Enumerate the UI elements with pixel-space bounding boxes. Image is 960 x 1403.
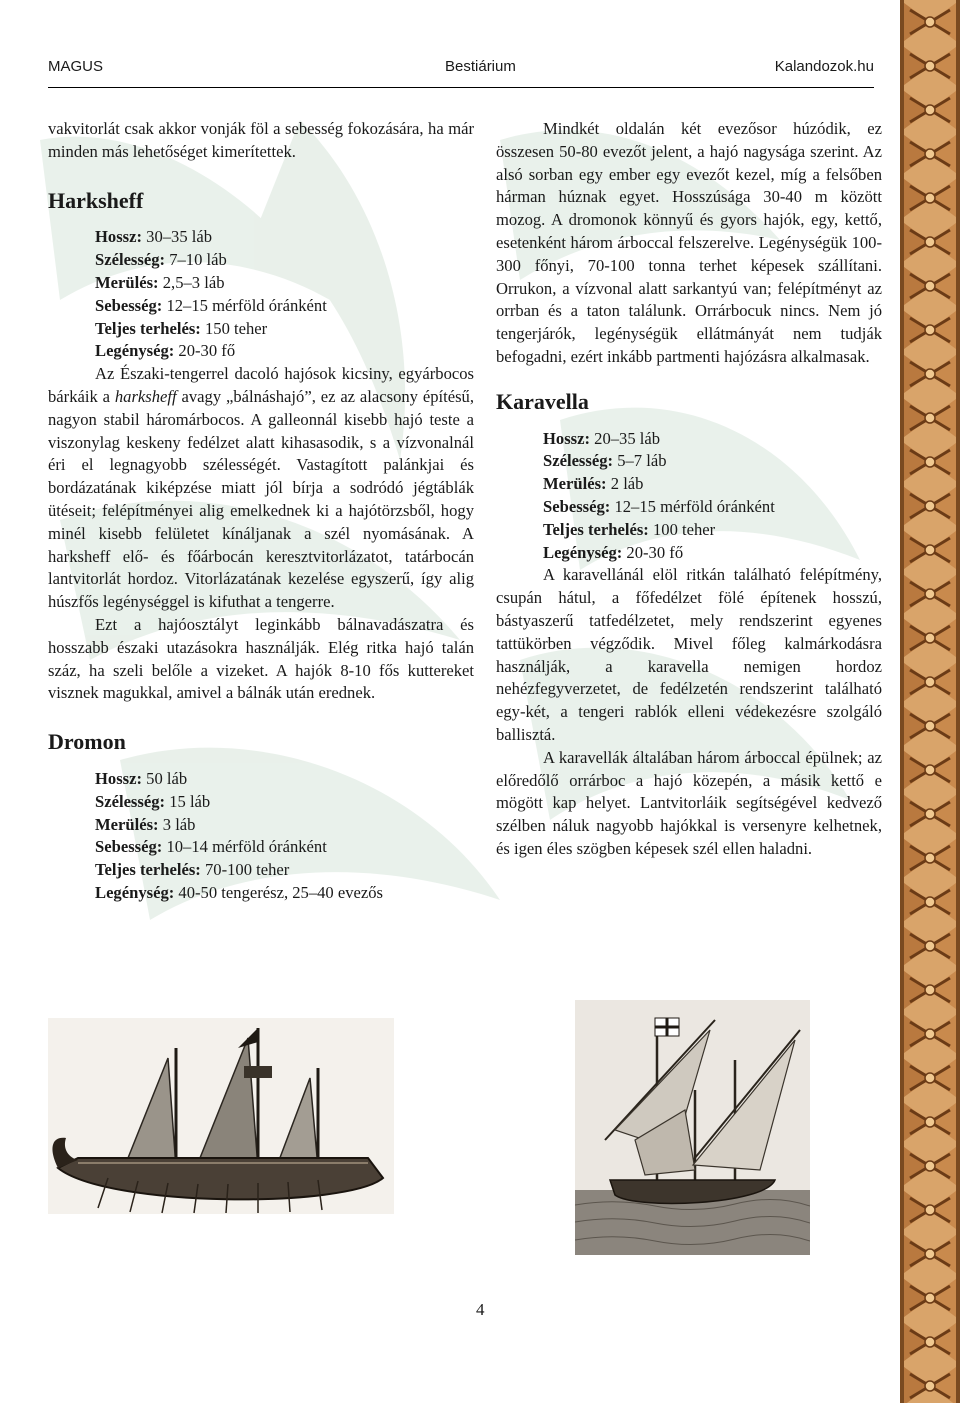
stat-row: Merülés: 2 láb <box>543 474 644 494</box>
right-column <box>496 118 882 861</box>
dromon-ship-illustration <box>48 1018 394 1214</box>
intro-paragraph: vakvitorlát csak akkor vonják föl a sebesség fokozására, ha már minden más lehetőséget kimerítettek. <box>48 119 474 161</box>
stat-row: Teljes terhelés: 150 teher <box>95 318 268 338</box>
harksheff-paragraph-2: Ezt a hajóosztályt leginkább bálnavadászatra és hosszabb északi utazásokra használják. Elég ritka hajó talán száz, ha szeli belőle a vizeket. A hajók 8-10 fős kuttereket visznek magukkal, amivel a bálnák után erednek. <box>48 614 474 703</box>
harksheff-stats <box>48 226 474 363</box>
header-rule <box>48 87 874 88</box>
karavella-paragraph-2: A karavellák általában három árboccal épülnek; az előredőlő orrárboc a hajó közepén, a másik kettő e mögött kap helyet. Lantvitorláik segítségével kedvező szélben náluk nagyobb hajókkal is versenyre kelhetnek, és igen éles szögben képesek szél ellen haladni. <box>496 747 882 858</box>
karavella-ship-illustration <box>575 1000 810 1255</box>
stat-row: Legénység: 40-50 tengerész, 25–40 evezős <box>95 882 384 902</box>
stat-row: Legénység: 20-30 fő <box>543 542 684 562</box>
stat-row: Hossz: 30–35 láb <box>95 227 213 247</box>
stat-row: Legénység: 20-30 fő <box>95 341 236 361</box>
header-left: MAGUS <box>48 58 104 75</box>
stat-row: Sebesség: 10–14 mérföld óránként <box>95 837 327 857</box>
stat-row: Szélesség: 7–10 láb <box>95 250 227 270</box>
stat-row: Merülés: 3 láb <box>95 814 196 834</box>
decorative-border <box>900 0 960 1403</box>
section-title-harksheff: Harksheff <box>48 187 144 213</box>
header-right: Kalandozok.hu <box>774 58 874 75</box>
stat-row: Sebesség: 12–15 mérföld óránként <box>543 496 775 516</box>
karavella-paragraph-1: A karavellánál elöl ritkán található felépítmény, csupán hátul, a főfedélzet fölé építenek hosszú, bástyaszerű tatfedélzetet, mely rendszerint egyenes tattükörben végződik. Mivel főleg kalmárkodásra használják, a karavella nemigen hordoz nehézfegyverzetet, de fedélzetén rendszerint található egy-két, a tengeri rablók elleni védekezésre szolgáló ballisztá. <box>496 565 882 744</box>
karavella-stats <box>496 428 882 565</box>
harksheff-paragraph-1: Az Északi-tengerrel dacoló hajósok kicsiny, egyárbocos bárkáik a harksheff avagy „bálnáshajó”, ez az alacsony építésű, nagyon stabil háromárbocos. A galleonnál kisebb hajó teste a viszonylag keskeny fedélzet alatt kihasasodik, s a vízvonalnál éri el legnagyobb szélességét. Vastagított palánkjai és bordázatának kiképzése miatt jól bírja a sodródó jégtáblák ütéseit; felépítményei alig emelkednek ki a hajótörzsből, hogy minél kisebb felületet kínáljanak a szél nyomásának. A harksheff elő- és főárbocán keresztvitorlázatot, tatárbocán lantvitorlát hordoz. Vitorlázatának kezelése egyszerű, így alig húszfős legénységgel is kifuthat a tengerre. <box>48 364 474 612</box>
stat-row: Szélesség: 5–7 láb <box>543 451 667 471</box>
dromon-stats <box>48 768 474 905</box>
left-column <box>48 118 474 905</box>
page-header <box>48 58 874 82</box>
dromon-paragraph: Mindkét oldalán két evezősor húzódik, ez összesen 50-80 evezőt jelent, a hajó nagysága szerint. Az alsó sorban egy ember egy evezőt kezel, míg a felsőben hárman húznak egyet. Hosszúsága 30-40 m között mozog. A dromonok könnyű és gyors hajók, egy, kettő, esetenként három árboccal felszerelve. Legénységük 100-300 főnyi, 70-100 tonna terhet képesek szállítani. Orrukon, a vízvonal alatt sarkantyú van; felépítményt az orrban és a taton találunk. Orrárbocuk nincs. Nem jó tengerjárók, legénységük ellátmányát nem tudják befogadni, ezért inkább partmenti hajózásra alkalmasak. <box>496 119 882 366</box>
stat-row: Merülés: 2,5–3 láb <box>95 272 225 292</box>
stat-row: Hossz: 20–35 láb <box>543 428 661 448</box>
stat-row: Hossz: 50 láb <box>95 768 188 788</box>
header-center: Bestiárium <box>445 58 516 75</box>
stat-row: Teljes terhelés: 100 teher <box>543 519 716 539</box>
section-title-karavella: Karavella <box>496 388 589 414</box>
stat-row: Teljes terhelés: 70-100 teher <box>95 860 290 880</box>
page-number: 4 <box>476 1300 485 1319</box>
stat-row: Sebesség: 12–15 mérföld óránként <box>95 295 327 315</box>
section-title-dromon: Dromon <box>48 729 126 755</box>
stat-row: Szélesség: 15 láb <box>95 791 211 811</box>
